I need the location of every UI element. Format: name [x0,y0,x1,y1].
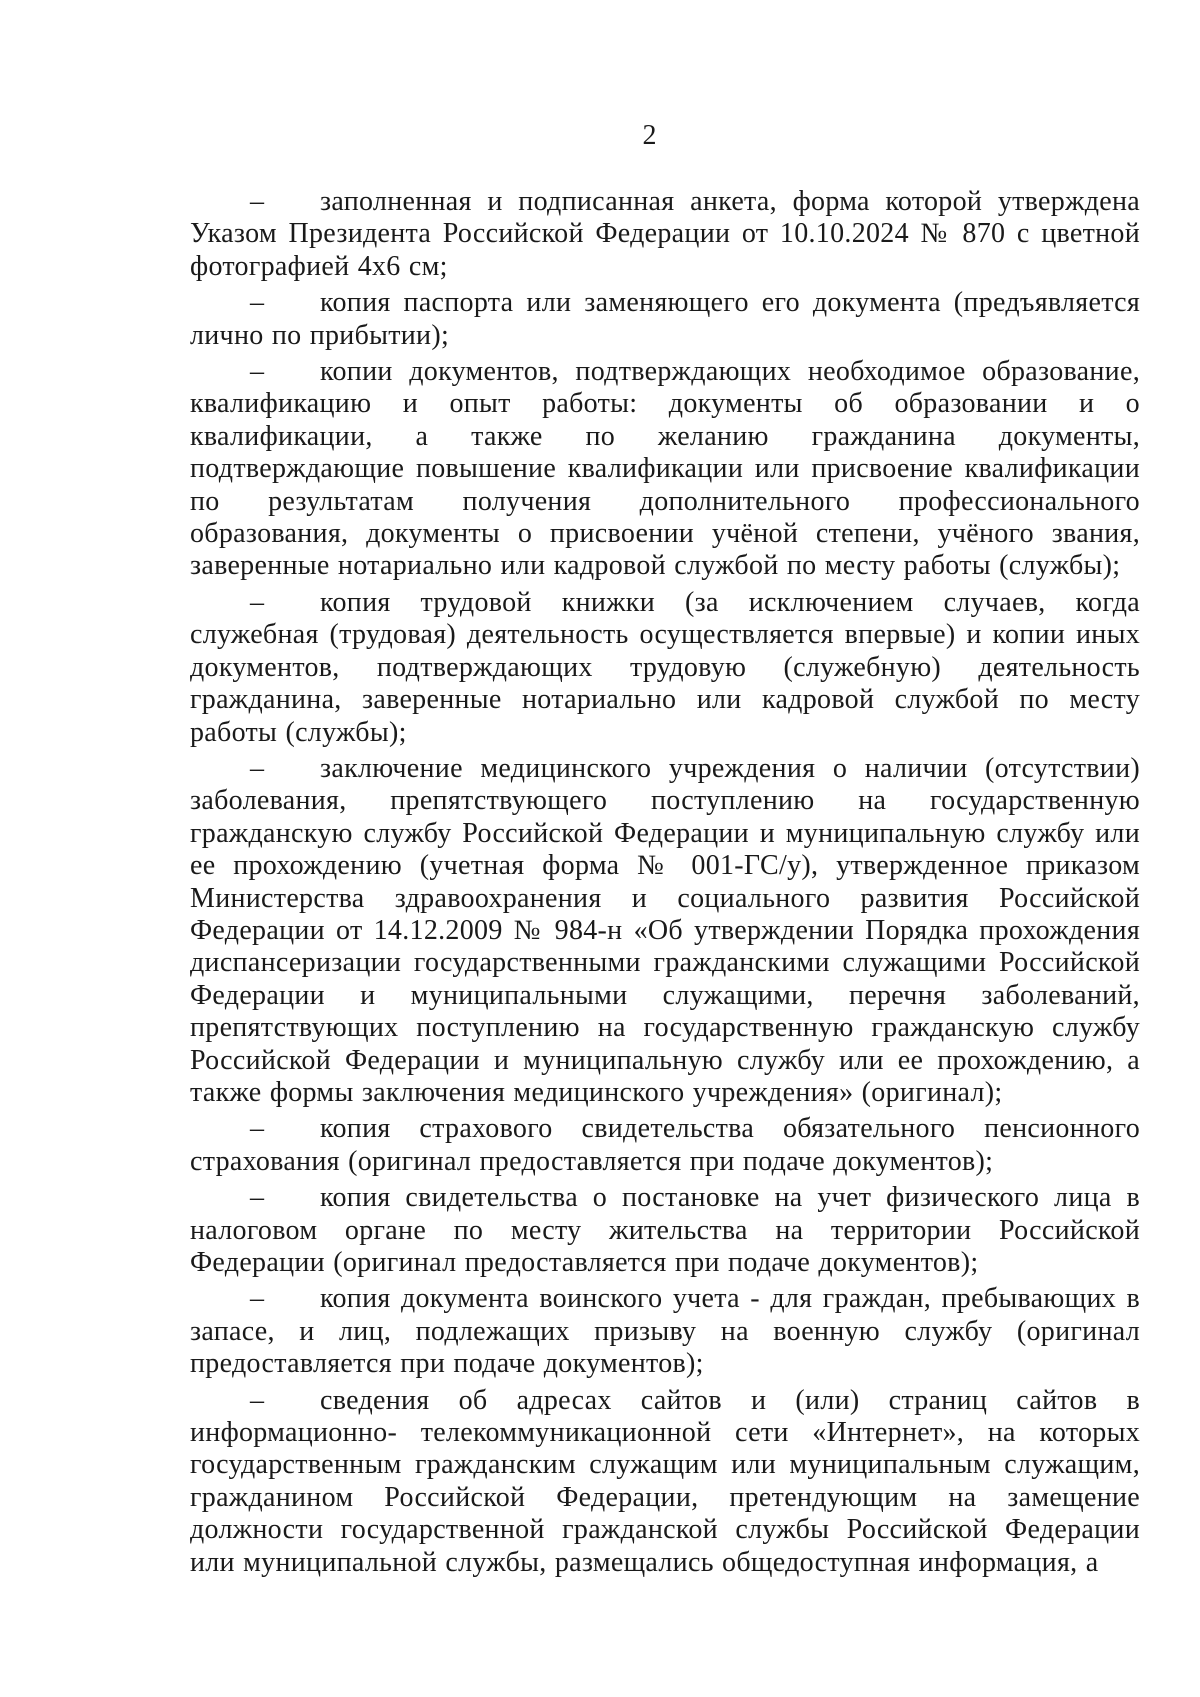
list-dash: – [250,186,265,217]
list-item-text: заключение медицинского учреждения о наличии (отсутствии) заболевания, препятствующего поступлению на государственную гражданскую службу Российской Федерации и муниципальную службу или ее прохождению (учетная форма № 001-ГС/у), утвержденное приказом Министерства здравоохранения и социального развития Российской Федерации от 14.12.2009 № 984-н «Об утверждении Порядка прохождения диспансеризации государственными гражданскими служащими Российской Федерации и муниципальными служащими, перечня заболеваний, препятствующих поступлению на государственную гражданскую службу Российской Федерации и муниципальную службу или ее прохождению, а также формы заключения медицинского учреждения» (оригинал); [190,752,1140,1108]
list-item [190,287,1140,352]
list-item-text: копии документов, подтверждающих необходимое образование, квалификацию и опыт работы: документы об образовании и о квалификации, а также по желанию гражданина документы, подтверждающие повышение квалификации или присвоение квалификации по результатам получения дополнительного профессионального образования, документы о присвоении учёной степени, учёного звания, заверенные нотариально или кадровой службой по месту работы (службы); [190,356,1140,582]
list-item [190,1182,1140,1279]
list-item-text: заполненная и подписанная анкета, форма которой утверждена Указом Президента Российской Федерации от 10.10.2024 № 870 с цветной фотографией 4х6 см; [190,186,1140,282]
list-dash: – [250,586,265,618]
page-number: 2 [642,120,658,151]
list-dash: – [250,752,265,784]
list-item-text: копия трудовой книжки (за исключением случаев, когда служебная (трудовая) деятельность осуществляется впервые) и копии иных документов, подтверждающих трудовую (служебную) деятельность гражданина, заверенные нотариально или кадровой службой по месту работы (службы); [190,586,1140,748]
list-dash: – [250,1384,265,1416]
list-item-text: копия паспорта или заменяющего его документа (предъявляется лично по прибытии); [190,287,1140,351]
list-item [190,753,1140,1109]
list-item [190,356,1140,583]
list-item-text: копия свидетельства о постановке на учет физического лица в налоговом органе по месту жительства на территории Российской Федерации (оригинал предоставляется при подаче документов); [190,1182,1140,1278]
list-item [190,1113,1140,1178]
list-item [190,587,1140,749]
list-dash: – [250,1113,265,1145]
list-dash: – [250,287,265,319]
list-dash: – [250,1283,265,1315]
list-item-text: копия документа воинского учета - для граждан, пребывающих в запасе, и лиц, подлежащих призыву на военную службу (оригинал предоставляется при подаче документов); [190,1283,1140,1380]
list-item-text: сведения об адресах сайтов и (или) страниц сайтов в информационно- телекоммуникационной сети «Интернет», на которых государственным гражданским служащим или муниципальным служащим, гражданином Российской Федерации, претендующим на замещение должности государственной гражданской службы Российской Федерации или муниципальной службы, размещались общедоступная информация, а [190,1384,1140,1578]
list-item [190,186,1140,283]
list-item [190,1385,1140,1579]
document-body [190,186,1140,1583]
list-item [190,1283,1140,1380]
list-item-text: копия страхового свидетельства обязательного пенсионного страхования (оригинал предоставляется при подаче документов); [190,1113,1140,1177]
list-dash: – [250,356,265,388]
list-dash: – [250,1182,265,1214]
